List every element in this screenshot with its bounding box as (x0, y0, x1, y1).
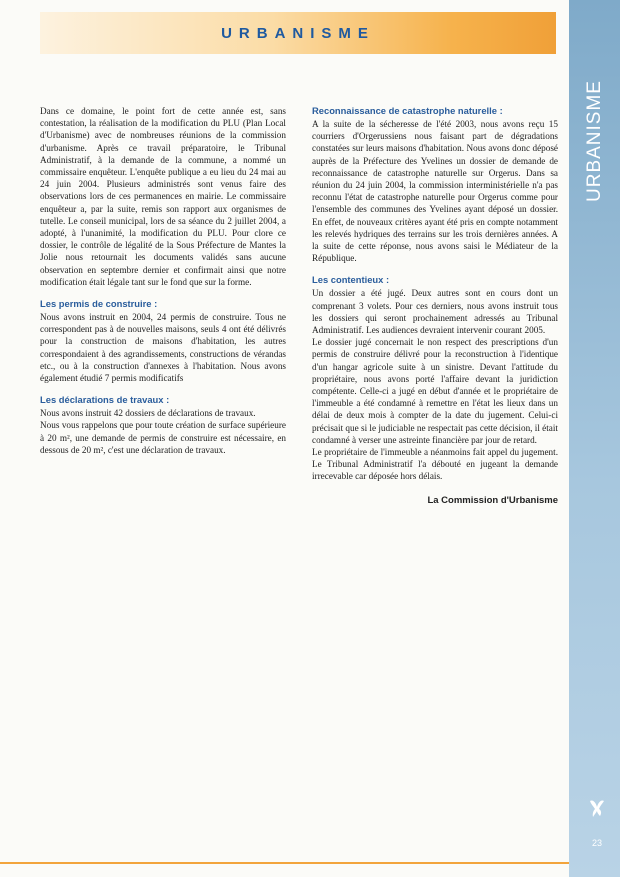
permis-paragraph: Nous avons instruit en 2004, 24 permis de construire. Tous ne correspondent pas à de nouvelles maisons, seuls 4 ont été délivrés pour la construction de maisons d'habitation, les autres correspondaient à des agrandissements, constructions de vérandas etc., ou à la construction d'annexes à l'habitation. Nous avons également étudié 7 permis modificatifs (40, 312, 286, 384)
contentieux-paragraph-3: Le propriétaire de l'immeuble a néanmoins fait appel du jugement. Le Tribunal Administratif l'a débouté en jugeant la demande irrecevable car déposée hors délais. (312, 447, 558, 482)
commune-logo-icon (587, 797, 607, 819)
header-band (40, 12, 556, 54)
catastrophe-paragraph: A la suite de la sécheresse de l'été 2003, nous avons reçu 15 courriers d'Orgerussiens nous faisant part de dégradations constatées sur leurs maisons d'habitation. Nous avons donc déposé auprès de la Préfecture des Yvelines un dossier de demande de reconnaissance de catastrophe naturelle sur Orgerus. Dans sa réunion du 24 juin 2004, la commission interministérielle n'a pas reconnu l'état de catastrophe naturelle pour Orgerus comme pour l'ensemble des communes des Yvelines ayant déposé un dossier. En effet, de nouveaux critères ayant été pris en compte notamment les relevés hydriques des terrains sur les trois dernières années. A la suite de cette réponse, nous avons saisi le Médiateur de la République. (312, 119, 558, 264)
sidebar (569, 0, 620, 877)
intro-paragraph: Dans ce domaine, le point fort de cette année est, sans contestation, la réalisation de la modification du PLU (Plan Local d'Urbanisme) avec de nombreuses réunions de la commission d'urbanisme. Après ce travail préparatoire, le Tribunal Administratif, à la demande de la commune, a nommé un commissaire enquêteur. L'enquête publique a eu lieu du 24 mai au 24 juin 2004. Plusieurs administrés sont venus faire des observations lors de ces permanences en mairie. Le commissaire enquêteur a, par la suite, remis son rapport aux organismes de tutelle. Le conseil municipal, lors de sa séance du 2 juillet 2004, a adopté, à l'unanimité, la modification du PLU. Pour clore ce dossier, le contrôle de légalité de la Sous Préfecture de Mantes la Jolie nous retournait les documents validés sans aucune observation en septembre dernier et confirmait ainsi que notre modification était légale tant sur le fond que sur la forme. (40, 106, 286, 287)
declarations-paragraph-2: Nous vous rappelons que pour toute création de surface supérieure à 20 m², une demande de permis de construire est nécessaire, en dessous de 20 m², c'est une déclaration de travaux. (40, 420, 286, 455)
page-number: 23 (591, 838, 602, 848)
signature: La Commission d'Urbanisme (427, 494, 558, 506)
footer-rule (0, 862, 569, 864)
declarations-heading: Les déclarations de travaux : (40, 394, 170, 406)
left-column (40, 105, 286, 456)
sidebar-section-title (569, 66, 620, 216)
sidebar-title-text: URBANISME (583, 80, 605, 202)
right-column (312, 105, 558, 507)
declarations-paragraph-1: Nous avons instruit 42 dossiers de déclarations de travaux. (40, 408, 256, 419)
contentieux-heading: Les contentieux : (312, 274, 390, 286)
catastrophe-heading: Reconnaissance de catastrophe naturelle : (312, 105, 503, 116)
contentieux-paragraph-1: Un dossier a été jugé. Deux autres sont en cours dont un comprenant 3 volets. Pour ces derniers, nous avons instruit tous les dossiers qui seront prochainement adressés au Tribunal Administratif. Les audiences devraient intervenir courant 2005. (312, 288, 558, 336)
show-through-watermark (208, 64, 298, 100)
contentieux-paragraph-2: Le dossier jugé concernait le non respect des prescriptions d'un permis de construire délivré pour la reconstruction à l'identique d'un hangar agricole suite à un sinistre. Devant l'attitude du propriétaire, nous avons porté l'affaire devant la juridiction compétente. Celle-ci a jugé en début d'année et le propriétaire de l'immeuble a été condamné à remettre en l'état les lieux dans un délai de deux mois à compter de la date du jugement. Celui-ci précisait que si le judiciable ne respectait pas cette décision, il était condamné à verser une astreinte financière par jour de retard. (312, 337, 558, 445)
page-title: URBANISME (221, 24, 375, 42)
permis-heading: Les permis de construire : (40, 298, 158, 310)
